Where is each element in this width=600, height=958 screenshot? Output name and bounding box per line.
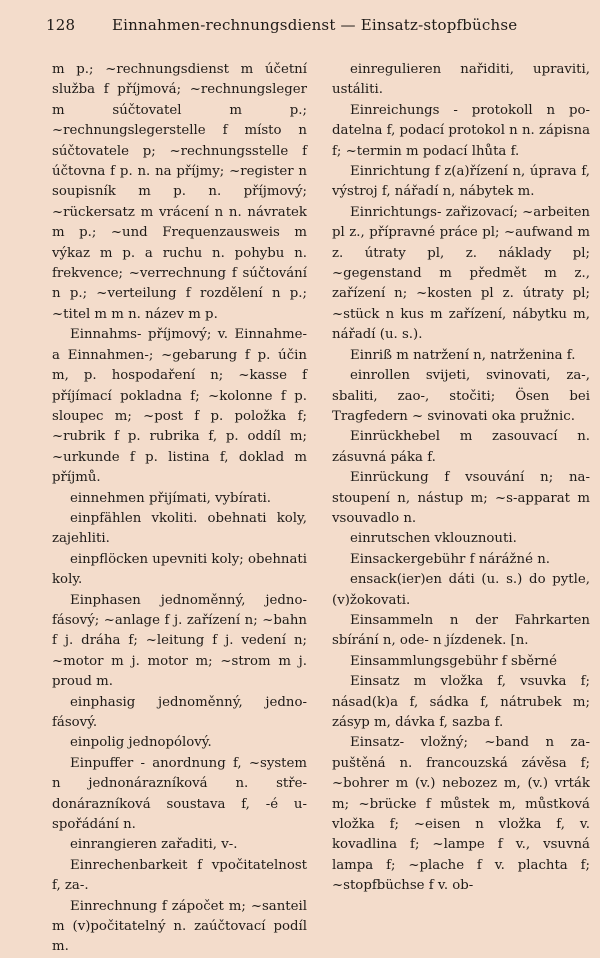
- dictionary-entry: Einphasen jednoměnný, jednofásový; ~anlage f j. zařízení n; ~bahn f j. dráha f; ~leitung f j. vedení n; ~motor m j. motor m; ~strom m j. proud m.: [52, 592, 307, 690]
- dictionary-entry: Einsammlungsgebühr f sběrné: [350, 653, 557, 669]
- dictionary-entry: Einpuffer - anordnung f, ~system n jednonárazníková n. středonárazníková soustava f, -é uspořádání n.: [52, 755, 307, 833]
- dictionary-entry: Einrückhebel m zasouvací n. zásuvná páka f.: [332, 429, 590, 465]
- dictionary-entry: Einrechnung f zápočet m; ~santeil m (v)počitatelný n. zaúčtovací podíl m.: [52, 898, 307, 955]
- dictionary-entry: m p.; ~rechnungsdienst m účetní služba f příjmová; ~rechnungsleger m súčtovatel m p.; ~rechnungslegerstelle f místo n súčtovatele p; ~rechnungsstelle f účtovna f p. n. na příjmy; ~register n soupisník m p. n. příjmový; ~rückersatz m vrácení n n. návratek m p.; ~und Frequenzausweis m výkaz m p. a ruchu n. pohybu n. frekvence; ~verrechnung f súčtování n p.; ~verteilung f rozdělení n p.; ~titel m m n. název m p.: [52, 62, 307, 322]
- dictionary-entry: einpolig jednopólový.: [70, 735, 212, 751]
- left-column: [52, 60, 307, 958]
- dictionary-entry: Einsatz- vložný; ~band n zapuštěná n. francouzská závěsa f; ~bohrer m (v.) nebozez m, (v.) vrták m; ~brücke f můstek m, můstková vložka f; ~eisen n vložka f, v. kovadlina f; ~lampe f v., vsuvná lampa f; ~plache f v. plachta f; ~stopfbüchse f v. ob-: [332, 735, 590, 894]
- dictionary-entry: Einreichungs - protokoll n podatelna f, podací protokol n n. zápisna f; ~termin m podací lhůta f.: [332, 102, 590, 159]
- dictionary-entry: Einrichtungs- zařizovací; ~arbeiten pl z., přípravné práce pl; ~aufwand m z. útraty pl, z. náklady pl; ~gegenstand m předmět m z., zařízení n; ~kosten pl z. útraty pl; ~stück n kus m zařízení, nábytku m, nářadí (u. s.).: [332, 204, 590, 343]
- dictionary-entry: Einsackergebühr f nárážné n.: [350, 551, 550, 567]
- page-header: [0, 0, 600, 44]
- dictionary-entry: einpflöcken upevniti koly; obehnati koly.: [52, 551, 307, 588]
- dictionary-entry: Einriß m natržení n, natrženina f.: [350, 347, 576, 363]
- dictionary-entry: einrutschen vklouznouti.: [350, 531, 517, 547]
- dictionary-entry: einphasig jednoměnný, jednofásový.: [52, 694, 307, 730]
- dictionary-entry: Einsammeln n der Fahrkarten sbírání n, ode- n jízdenek. [n.: [332, 612, 590, 649]
- right-column: [332, 60, 590, 897]
- dictionary-entry: einrollen svijeti, svinovati, za-, sbaliti, zao-, stočiti; Ösen bei Tragfedern ~ svinovati oka pružnic.: [332, 368, 590, 424]
- dictionary-entry: ensack(ier)en dáti (u. s.) do pytle, (v)žokovati.: [332, 572, 590, 608]
- running-head: Einnahmen-rechnungsdienst — Einsatz-stopfbüchse: [112, 16, 518, 34]
- dictionary-entry: Einrichtung f z(a)řízení n, úprava f, výstroj f, nářadí n, nábytek m.: [332, 164, 590, 200]
- dictionary-entry: einnehmen přijímati, vybírati.: [70, 490, 271, 506]
- dictionary-entry: Einrückung f vsouvání n; nastoupení n, nástup m; ~s-apparat m vsouvadlo n.: [332, 470, 590, 526]
- page-number: 128: [46, 16, 76, 34]
- dictionary-entry: einregulieren nařiditi, upraviti, ustáliti.: [332, 62, 590, 98]
- dictionary-entry: Einrechenbarkeit f vpočitatelnost f, za-.: [52, 857, 307, 894]
- dictionary-entry: einrangieren zařaditi, v-.: [70, 837, 238, 853]
- dictionary-entry: Einnahms- příjmový; v. Einnahme- a Einnahmen-; ~gebarung f p. účin m, p. hospodaření n; ~kasse f příjímací pokladna f; ~kolonne f p. sloupec m; ~post f p. položka f; ~rubrik f p. rubrika f, p. oddíl m; ~urkunde f p. listina f, doklad m příjmů.: [52, 327, 307, 486]
- dictionary-entry: Einsatz m vložka f, vsuvka f; násad(k)a f, sádka f, nátrubek m; zásyp m, dávka f, sazba f.: [332, 674, 590, 730]
- dictionary-entry: einpfählen vkoliti. obehnati koly, zajehliti.: [52, 510, 307, 547]
